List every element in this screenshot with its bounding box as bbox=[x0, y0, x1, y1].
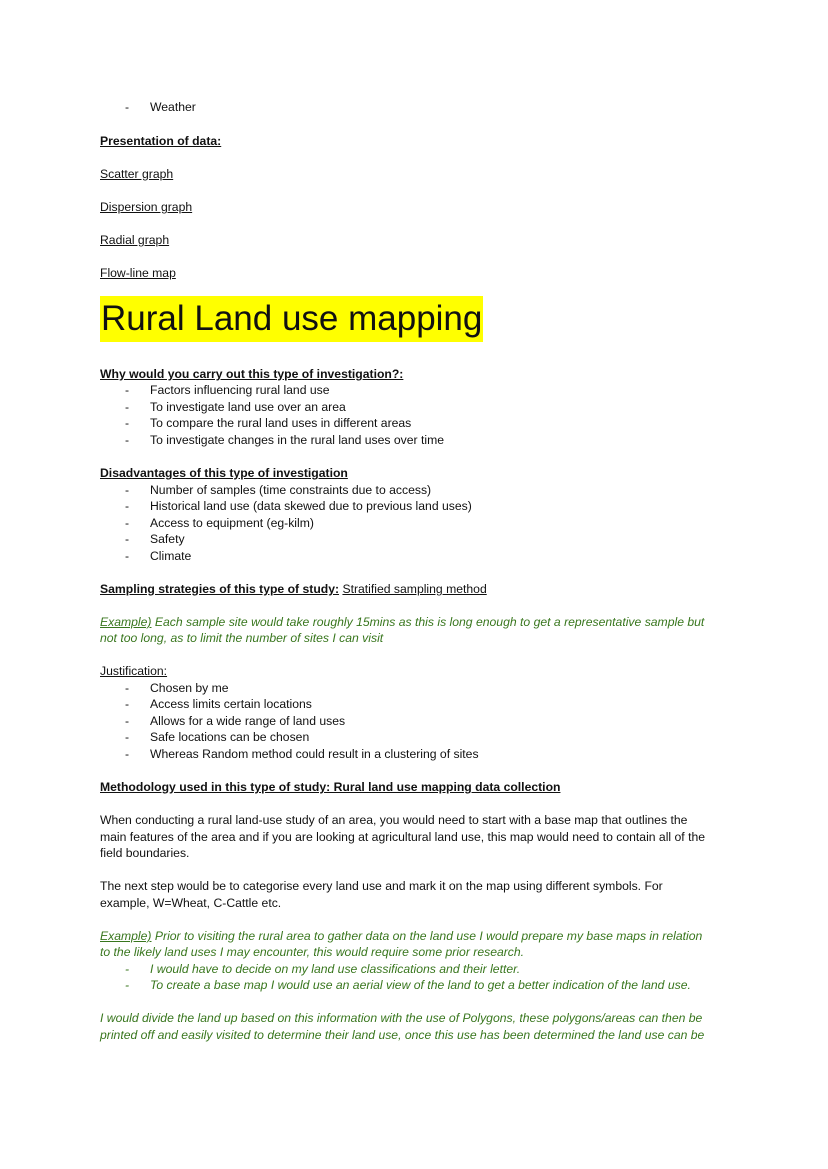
paragraph-line: example, W=Wheat, C-Cattle etc. bbox=[100, 896, 282, 910]
paragraph-line: main features of the area and if you are looking at agricultural land use, this map would need to contain all of the bbox=[100, 830, 706, 844]
methodology-example: Example) Prior to visiting the rural area to gather data on the land use I would prepare my base maps in relation bbox=[100, 929, 703, 943]
page-title: Rural Land use mapping bbox=[100, 296, 483, 342]
paragraph-line: field boundaries. bbox=[100, 846, 190, 860]
presentation-item: Flow-line map bbox=[100, 266, 176, 280]
paragraph-line: When conducting a rural land-use study of an area, you would need to start with a base map that outlines the bbox=[100, 813, 688, 827]
methodology-example-cont: to the likely land uses I may encounter, this would require some prior research. bbox=[100, 945, 525, 959]
paragraph-line: printed off and easily visited to determine their land use, once this use has been determined the land use can be bbox=[100, 1028, 705, 1042]
sampling-heading: Sampling strategies of this type of study: Stratified sampling method bbox=[100, 582, 487, 596]
presentation-item: Radial graph bbox=[100, 233, 170, 247]
paragraph-line: I would divide the land up based on this information with the use of Polygons, these polygons/areas can then be bbox=[100, 1011, 703, 1025]
justification-heading: Justification: bbox=[100, 664, 168, 678]
presentation-item: Scatter graph bbox=[100, 167, 174, 181]
methodology-heading: Methodology used in this type of study: Rural land use mapping data collection bbox=[100, 780, 561, 794]
disadvantages-heading: Disadvantages of this type of investigation bbox=[100, 466, 348, 480]
presentation-heading: Presentation of data: bbox=[100, 134, 222, 148]
why-heading: Why would you carry out this type of investigation?: bbox=[100, 367, 404, 381]
sampling-example-cont: not too long, as to limit the number of sites I can visit bbox=[100, 631, 384, 645]
sampling-example: Example) Each sample site would take roughly 15mins as this is long enough to get a representative sample but bbox=[100, 615, 705, 629]
presentation-item: Dispersion graph bbox=[100, 200, 193, 214]
paragraph-line: The next step would be to categorise every land use and mark it on the map using different symbols. For bbox=[100, 879, 663, 893]
